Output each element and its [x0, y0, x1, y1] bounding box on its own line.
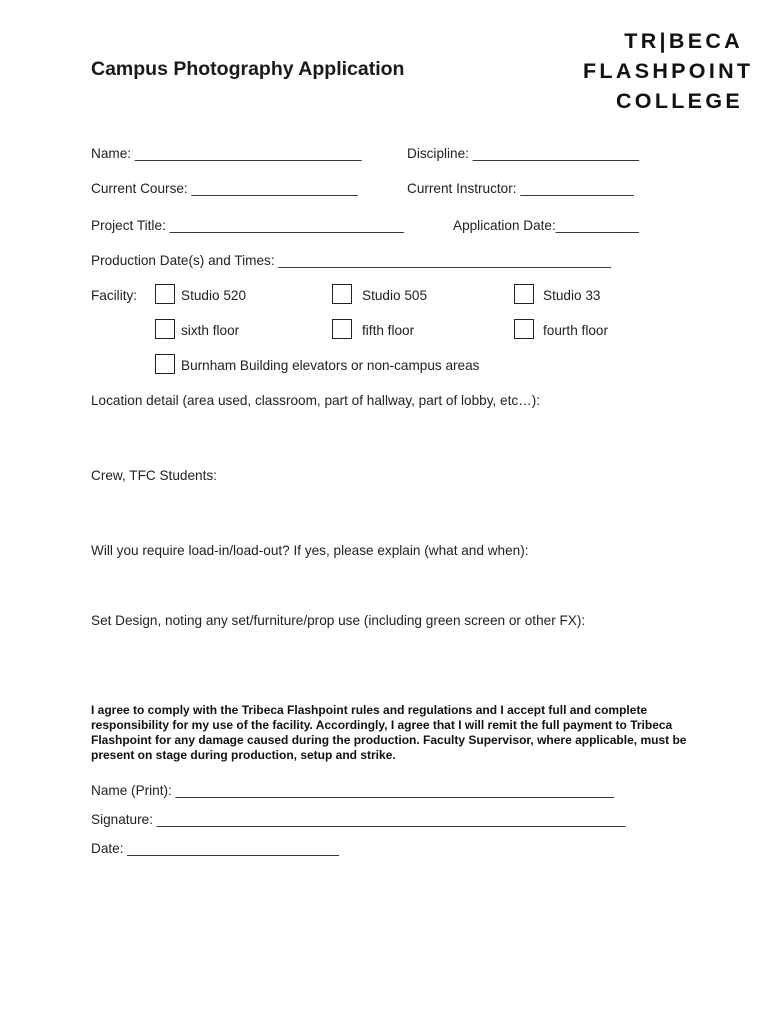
fifth-floor-label: fifth floor — [362, 323, 415, 338]
load-in-question: Will you require load-in/load-out? If yes, please explain (what and when): — [91, 543, 529, 558]
logo-line-1: TR|BECA — [624, 29, 743, 53]
fourth-floor-label: fourth floor — [543, 323, 608, 338]
name-print-field[interactable]: Name (Print): __________________________________________________________ — [91, 783, 615, 798]
set-design-question: Set Design, noting any set/furniture/prop use (including green screen or other FX): — [91, 613, 586, 628]
facility-label: Facility: — [91, 288, 138, 303]
burnham-building-label: Burnham Building elevators or non-campus areas — [181, 358, 480, 373]
studio-520-label: Studio 520 — [181, 288, 247, 303]
fifth-floor-checkbox[interactable] — [332, 319, 352, 339]
project-title-field[interactable]: Project Title: _______________________________ — [91, 218, 404, 233]
studio-505-label: Studio 505 — [362, 288, 428, 303]
agreement-text: I agree to comply with the Tribeca Flashpoint rules and regulations and I accept full and complete responsibility for my use of the facility. Accordingly, I agree that I will remit the full payment to Tribeca Flashpoint for any damage caused during the production. Faculty Supervisor, where applicable, must be present on stage during production, setup and strike. — [91, 703, 687, 762]
current-course-field[interactable]: Current Course: ______________________ — [91, 181, 358, 196]
sixth-floor-checkbox[interactable] — [155, 319, 175, 339]
discipline-field[interactable]: Discipline: ______________________ — [407, 146, 640, 161]
studio-33-checkbox[interactable] — [514, 284, 534, 304]
tribeca-flashpoint-logo — [583, 26, 754, 116]
sixth-floor-label: sixth floor — [181, 323, 240, 338]
burnham-building-checkbox[interactable] — [155, 354, 175, 374]
logo-line-3: COLLEGE — [615, 89, 743, 113]
studio-505-checkbox[interactable] — [332, 284, 352, 304]
location-detail-question: Location detail (area used, classroom, part of hallway, part of lobby, etc…): — [91, 393, 541, 408]
logo-line-2: FLASHPOINT — [583, 59, 754, 83]
fourth-floor-checkbox[interactable] — [514, 319, 534, 339]
current-instructor-field[interactable]: Current Instructor: _______________ — [407, 181, 634, 196]
name-field[interactable]: Name: ______________________________ — [91, 146, 362, 161]
crew-question: Crew, TFC Students: — [91, 468, 217, 483]
studio-33-label: Studio 33 — [543, 288, 601, 303]
date-field[interactable]: Date: ____________________________ — [91, 841, 339, 856]
studio-520-checkbox[interactable] — [155, 284, 175, 304]
application-date-field[interactable]: Application Date:___________ — [453, 218, 639, 233]
signature-field[interactable]: Signature: ______________________________________________________________ — [91, 812, 626, 827]
production-dates-field[interactable]: Production Date(s) and Times: ____________________________________________ — [91, 253, 612, 268]
page-title: Campus Photography Application — [91, 58, 405, 80]
